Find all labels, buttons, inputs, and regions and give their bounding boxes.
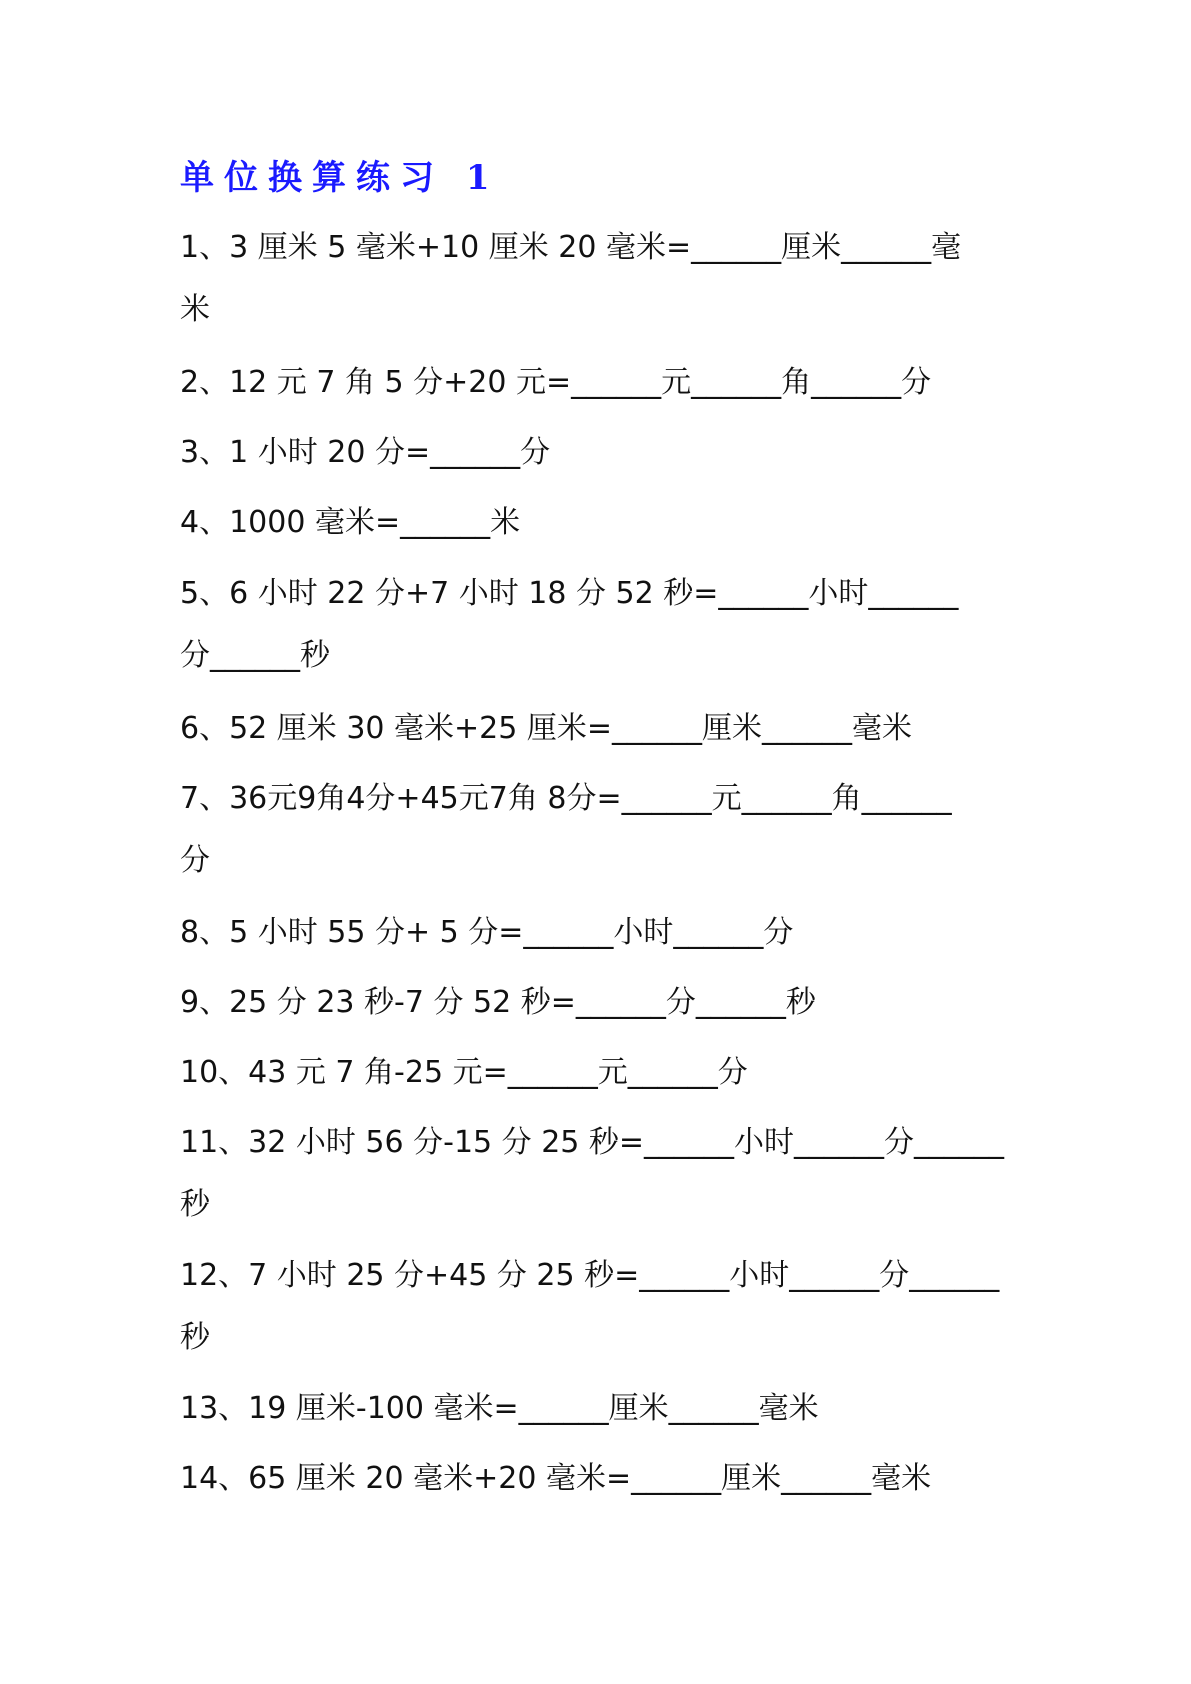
question-5-line-2: 分______秒 <box>180 638 330 673</box>
question-7-line-1: 7、36元9角4分+45元7角 8分=______元______角______ <box>180 781 952 816</box>
question-7-line-2: 分 <box>180 843 210 878</box>
question-4: 4、1000 毫米=______米 <box>180 505 521 540</box>
question-1-line-2: 米 <box>180 292 210 327</box>
question-3: 3、1 小时 20 分=______分 <box>180 435 551 470</box>
question-2: 2、12 元 7 角 5 分+20 元=______元______角______分 <box>180 365 932 400</box>
worksheet-title: 单位换算练习 1 <box>180 158 500 198</box>
question-11-line-1: 11、32 小时 56 分-15 分 25 秒=______小时______分______ <box>180 1125 1005 1160</box>
question-9: 9、25 分 23 秒-7 分 52 秒=______分______秒 <box>180 985 816 1020</box>
question-8: 8、5 小时 55 分+ 5 分=______小时______分 <box>180 915 794 950</box>
question-12-line-1: 12、7 小时 25 分+45 分 25 秒=______小时______分______ <box>180 1258 1000 1293</box>
question-12-line-2: 秒 <box>180 1320 210 1355</box>
question-14: 14、65 厘米 20 毫米+20 毫米=______厘米______毫米 <box>180 1461 932 1496</box>
question-13: 13、19 厘米-100 毫米=______厘米______毫米 <box>180 1391 819 1426</box>
question-11-line-2: 秒 <box>180 1187 210 1222</box>
question-6: 6、52 厘米 30 毫米+25 厘米=______厘米______毫米 <box>180 711 913 746</box>
question-1-line-1: 1、3 厘米 5 毫米+10 厘米 20 毫米=______厘米______毫 <box>180 230 962 265</box>
question-10: 10、43 元 7 角-25 元=______元______分 <box>180 1055 748 1090</box>
question-5-line-1: 5、6 小时 22 分+7 小时 18 分 52 秒=______小时______ <box>180 576 959 611</box>
